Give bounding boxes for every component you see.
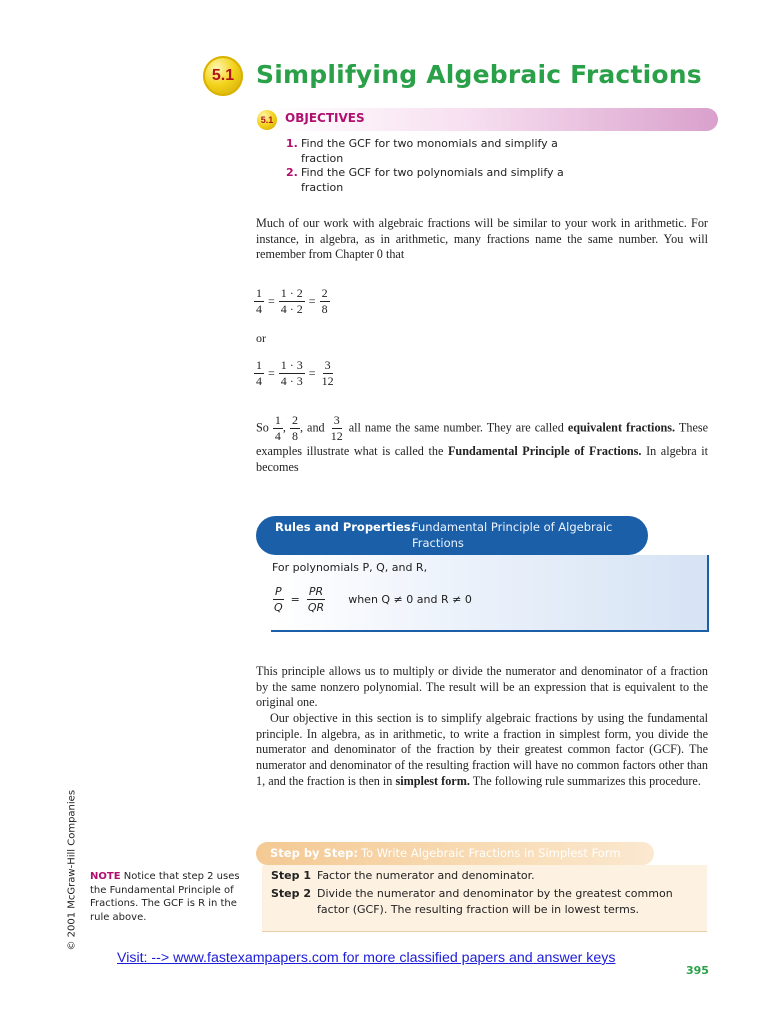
- or-text: or: [256, 331, 266, 345]
- fraction: $\frac{1}{4}$: [274, 413, 281, 443]
- fraction: $\frac{1}{4}$: [256, 358, 262, 388]
- page-number: 395: [686, 964, 709, 977]
- fraction: $\frac{2}{8}$: [321, 286, 328, 316]
- fraction: $\frac{PR}{QR}$: [307, 585, 325, 614]
- principle-paragraph: This principle allows us to multiply or divide the numerator and denominator of a fraction by the same nonzero polynomial. The result will be an expression that is equivalent to the original one.: [256, 664, 708, 710]
- fraction: $\frac{P}{Q}$: [274, 585, 283, 614]
- copyright-text: © 2001 McGraw-Hill Companies: [66, 789, 78, 951]
- objective-text: Find the GCF for two monomials and simplify a fraction: [301, 137, 558, 165]
- equivalent-fractions-paragraph: So $\frac{1}{4}$ , $\frac{2}{8}$ , and $\frac{3}{12}$ all name the same number. They are called equivalent fractions. These examples illustrate what is called the Fundamental Principle of Fractions. In algebra it becomes: [256, 413, 709, 474]
- rules-condition: when Q ≠ 0 and R ≠ 0: [348, 593, 472, 606]
- step-title: To Write Algebraic Fractions in Simplest Form: [361, 846, 621, 860]
- equals-sign: =: [308, 366, 316, 380]
- rules-intro: For polynomials P, Q, and R,: [272, 561, 428, 574]
- objective-item: [286, 137, 586, 166]
- equals-sign: =: [268, 294, 275, 308]
- fraction: $\frac{3}{12}$: [321, 358, 334, 388]
- step-text: Divide the numerator and denominator by the greatest common factor (GCF). The resulting fraction will be in lowest terms.: [317, 887, 673, 916]
- step-row: [271, 868, 697, 884]
- fraction: $\frac{1}{4}$: [256, 286, 262, 316]
- objective-text: Find the GCF for two polynomials and simplify a fraction: [301, 166, 564, 194]
- step-label: Step by Step:: [270, 846, 358, 860]
- step-number: Step 2: [271, 887, 311, 900]
- fraction: $\frac{1 \cdot 2}{4 \cdot 2}$: [280, 286, 303, 316]
- step-text: Factor the numerator and denominator.: [317, 869, 535, 882]
- equals-sign: =: [308, 294, 316, 308]
- term-fundamental-principle: Fundamental Principle of Fractions.: [447, 444, 642, 458]
- equation-1: [254, 286, 330, 317]
- objective-number: 2.: [286, 166, 298, 179]
- margin-note: [90, 870, 240, 924]
- intro-paragraph: Much of our work with algebraic fractions will be similar to your work in arithmetic. For instance, in algebra, as in arithmetic, many fractions name the same number. You will remember from Chapter 0 that: [256, 216, 708, 262]
- objectives-list: [286, 137, 586, 195]
- section-title: Simplifying Algebraic Fractions: [256, 60, 702, 89]
- note-label: NOTE: [90, 871, 121, 882]
- equals-sign: =: [268, 366, 275, 380]
- equation-2: [254, 358, 336, 389]
- note-text: Notice that step 2 uses the Fundamental Principle of Fractions. The GCF is R in the rule above.: [90, 871, 240, 923]
- objectives-badge: 5.1: [257, 110, 277, 130]
- objective-item: [286, 166, 586, 195]
- visit-link[interactable]: Visit: --> www.fastexampapers.com for more classified papers and answer keys: [117, 950, 616, 966]
- section-badge: 5.1: [203, 56, 243, 96]
- step-number: Step 1: [271, 869, 311, 882]
- fraction: $\frac{3}{12}$: [330, 413, 343, 443]
- term-equivalent-fractions: equivalent fractions.: [567, 420, 676, 435]
- equals-sign: =: [290, 593, 300, 606]
- rules-title: Fundamental Principle of Algebraic Fractions: [412, 520, 613, 550]
- step-row: [271, 886, 697, 917]
- rules-equation: [272, 584, 472, 615]
- fraction: $\frac{1 \cdot 3}{4 \cdot 3}$: [280, 358, 303, 388]
- term-simplest-form: simplest form.: [395, 773, 470, 788]
- rules-label: Rules and Properties:: [275, 520, 416, 534]
- objectives-label: OBJECTIVES: [285, 111, 365, 125]
- fraction: $\frac{2}{8}$: [291, 413, 298, 443]
- objective-paragraph: Our objective in this section is to simplify algebraic fractions by using the fundamental principle. In algebra, as in arithmetic, to write a fraction in simplest form, you divide the numerator and denominator of the fraction by their greatest common factor (GCF). The numerator and denominator of the resulting fraction will have no common factors other than 1, and the fraction is then in simplest form. The following rule summarizes this procedure.: [256, 711, 708, 788]
- objective-number: 1.: [286, 137, 298, 150]
